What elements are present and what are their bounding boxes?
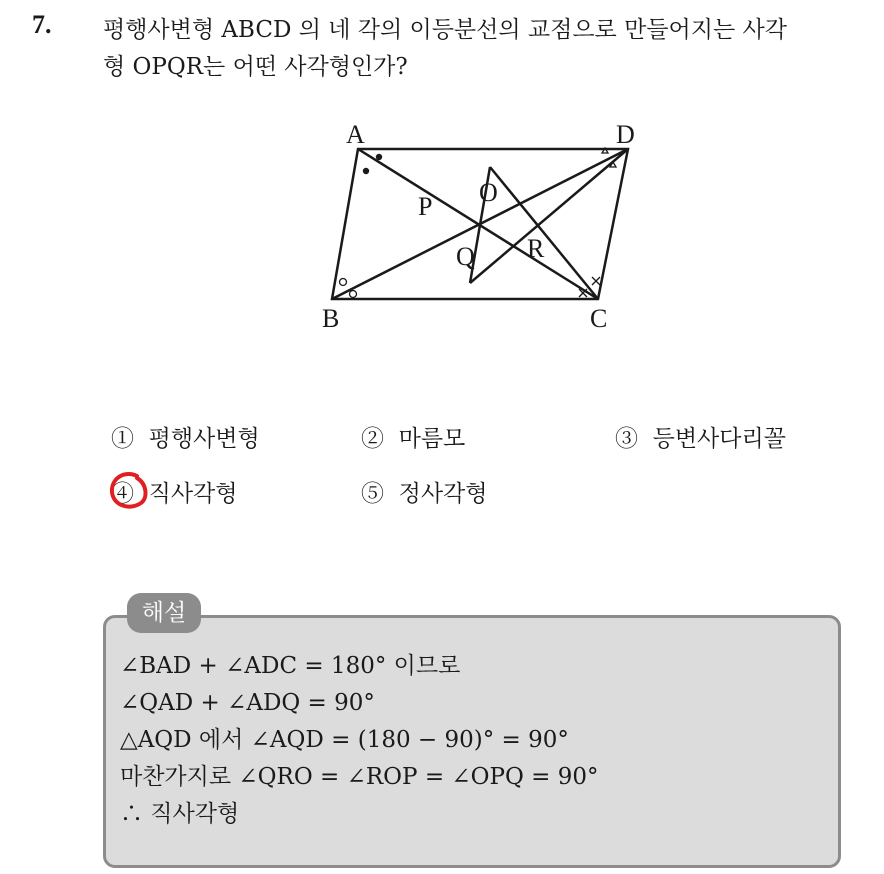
solution-lines	[120, 648, 599, 833]
angle-dot-mark	[376, 154, 382, 160]
choice-label: 등변사다리꼴	[652, 426, 786, 452]
choice-3[interactable]	[615, 420, 786, 453]
angle-circle-mark	[350, 291, 357, 298]
label-a: A	[346, 120, 365, 149]
solution-line: ∴ 직사각형	[120, 801, 240, 827]
choice-2[interactable]	[361, 420, 465, 453]
solution-line: ∠BAD + ∠ADC = 180° 이므로	[120, 653, 461, 679]
solution-tag: 해설	[127, 593, 201, 633]
choice-label: 평행사변형	[148, 426, 260, 452]
question-number: 7.	[32, 10, 52, 39]
parallelogram-figure	[300, 115, 660, 335]
solution-line: △AQD 에서 ∠AQD = (180 − 90)° = 90°	[120, 727, 569, 753]
question-text-line-1: 평행사변형 ABCD 의 네 각의 이등분선의 교점으로 만들어지는 사각	[103, 17, 787, 43]
choice-number: ③	[615, 426, 638, 452]
label-c: C	[590, 304, 608, 333]
label-o: O	[479, 178, 498, 207]
choice-label: 마름모	[398, 426, 466, 452]
choice-4[interactable]	[111, 475, 238, 508]
choice-number: ①	[111, 426, 134, 452]
answer-circle-icon	[107, 470, 151, 512]
parallelogram-diagram	[300, 115, 660, 335]
question-text-line-2: 형 OPQR는 어떤 사각형인가?	[103, 54, 408, 80]
choice-label: 정사각형	[398, 481, 488, 507]
choice-number: ④	[111, 481, 134, 507]
label-b: B	[322, 304, 340, 333]
label-d: D	[616, 120, 635, 149]
label-q: Q	[456, 242, 475, 271]
choice-1[interactable]	[111, 420, 260, 453]
angle-dot-mark	[363, 168, 369, 174]
label-r: R	[527, 234, 545, 263]
choice-5[interactable]	[361, 475, 488, 508]
choice-number: ⑤	[361, 481, 384, 507]
question-text	[103, 12, 873, 86]
label-p: P	[418, 192, 433, 221]
angle-circle-mark	[340, 279, 347, 286]
solution-line: 마찬가지로 ∠QRO = ∠ROP = ∠OPQ = 90°	[120, 764, 599, 790]
choice-number: ②	[361, 426, 384, 452]
choice-label: 직사각형	[148, 481, 238, 507]
solution-line: ∠QAD + ∠ADQ = 90°	[120, 690, 375, 716]
